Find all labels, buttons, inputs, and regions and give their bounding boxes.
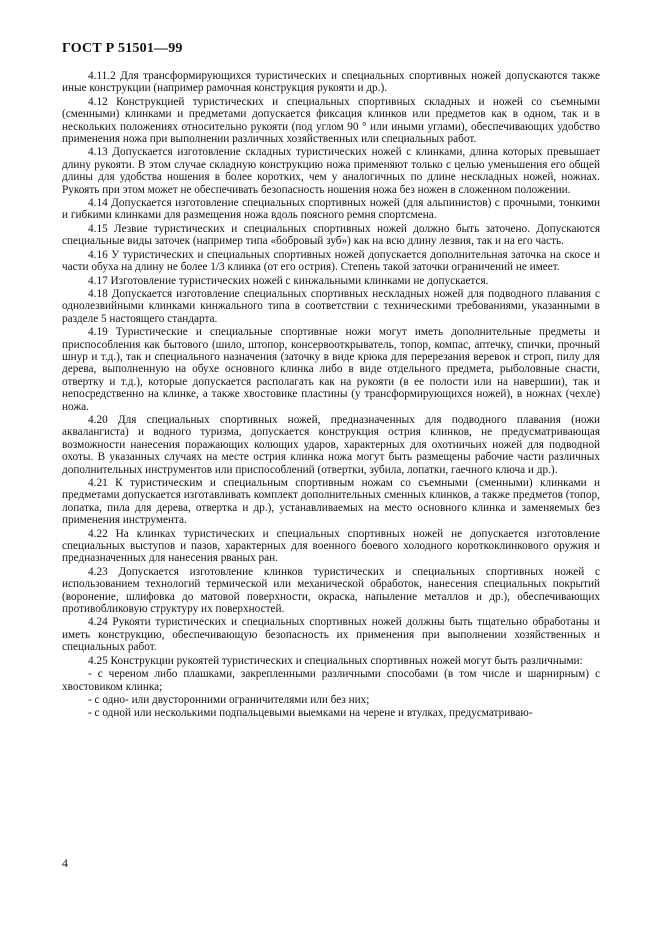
list-item: - с череном либо плашками, закрепленными различными способами (в том числе и шарнирным) с хвостовиком клинка;: [62, 668, 600, 693]
paragraph-4-19: 4.19 Туристические и специальные спортивные ножи могут иметь дополнительные предметы и приспособления как бытового (шило, штопор, консервооткрыватель, топор, компас, аптечку, спички, прочный шнур и т.д.), так и специального назначения (заточку в виде крюка для перерезания веревок и строп, пилу для дерева, выполненную на обухе основного клинка либо в виде отдельного предмета, рыболовные снасти, отвертку и т.д.), которые допускается располагать как на рукояти (в ее полости или на навершии), так и непосредственно на клинке, а также хвостовике пластины (у трансформирующихся ножей), в ножнах (чехле) ножа.: [62, 326, 600, 413]
paragraph-4-22: 4.22 На клинках туристических и специальных спортивных ножей не допускается изготовление специальных выступов и пазов, характерных для военного боевого холодного короткоклинкового оружия и предназначенных для нанесения рваных ран.: [62, 527, 600, 565]
document-body: [62, 70, 600, 721]
paragraph-4-18: 4.18 Допускается изготовление специальных спортивных нескладных ножей для подводного плавания с однолезвийными клинками кинжального типа в соответствии с техническими требованиями, указанными в разделе 5 настоящего стандарта.: [62, 287, 600, 325]
paragraph-4-20: 4.20 Для специальных спортивных ножей, предназначенных для подводного плавания (ножи аквалангиста) и водного туризма, допускается конструкция острия клинков, не предусматривающая возможности нанесения поражающих колющих ударов, характерных для охотничьих ножей для подводной охоты. В указанных случаях на месте острия клинка ножа могут быть размещены рабочие части различных дополнительных инструментов или приспособлений (отвертки, зубила, лопатки, гаечного ключа и др.).: [62, 413, 600, 476]
list-item: - с одной или несколькими подпальцевыми выемками на черене и втулках, предусматриваю-: [88, 707, 533, 720]
paragraph-4-25: 4.25 Конструкции рукоятей туристических и специальных спортивных ножей могут быть различными:: [88, 654, 583, 667]
paragraph-4-13: 4.13 Допускается изготовление складных туристических ножей с клинками, длина которых превышает длину рукояти. В этом случае складную конструкцию ножа применяют только с целью уменьшения его общей длины для удобства ношения в более коротких, чем у аналогичных по длине нескладных ножей, ножнах. Рукоять при этом может не обеспечивать безопасность ношения ножа без ножен в сложенном положении.: [62, 146, 600, 196]
page-number: 4: [62, 856, 68, 870]
paragraph-4-15: 4.15 Лезвие туристических и специальных спортивных ножей должно быть заточено. Допускаются специальные виды заточек (например типа «бобровый зуб») как на всю длину лезвия, так и на его часть.: [62, 222, 600, 248]
paragraph-4-17: 4.17 Изготовление туристических ножей с кинжальными клинками не допускается.: [88, 274, 489, 287]
paragraph-4-21: 4.21 К туристическим и специальным спортивным ножам со съемными (сменными) клинками и предметами допускается изготавливать комплект дополнительных сменных клинков, а также предметов (топор, лопатка, пила для дерева, отвертка и др.), устанавливаемых на место основного клинка и заменяемых без применения инструмента.: [62, 477, 600, 527]
paragraph-4-12: 4.12 Конструкцией туристических и специальных спортивных складных и ножей со съемными (сменными) клинками и предметами допускается фиксация клинков или предметов как в одном, так и в нескольких положениях относительно рукояти (под углом 90 ° или иными углами), обеспечивающих удобство применения ножа при выполнении различных хозяйственных или специальных работ.: [62, 95, 600, 146]
paragraph-4-23: 4.23 Допускается изготовление клинков туристических и специальных спортивных ножей с использованием технологий термической или механической обработок, нанесения специальных покрытий (воронение, шлифовка до матовой поверхности, окраска, напыление металлов и др.), обеспечивающих противобликовую структуру их поверхностей.: [62, 565, 600, 616]
document-header: ГОСТ Р 51501—99: [62, 41, 183, 56]
paragraph-4-11-2: 4.11.2 Для трансформирующихся туристических и специальных спортивных ножей допускаются также иные конструкции (например рамочная конструкция рукояти и др.).: [62, 70, 600, 95]
paragraph-4-16: 4.16 У туристических и специальных спортивных ножей допускается дополнительная заточка на скосе и части обуха на длину не более 1/3 клинка (от его острия). Степень такой заточки ограничений не имеет.: [62, 248, 600, 274]
list-item: - с одно- или двусторонними ограничителями или без них;: [88, 693, 370, 706]
paragraph-4-24: 4.24 Рукояти туристических и специальных спортивных ножей должны быть тщательно обработаны и иметь конструкцию, обеспечивающую безопасность их применения при выполнении хозяйственных и специальных работ.: [62, 616, 600, 654]
paragraph-4-14: 4.14 Допускается изготовление специальных спортивных ножей (для альпинистов) с прочными, тонкими и гибкими клинками для размещения ножа вдоль поясного ремня спортсмена.: [62, 197, 600, 222]
